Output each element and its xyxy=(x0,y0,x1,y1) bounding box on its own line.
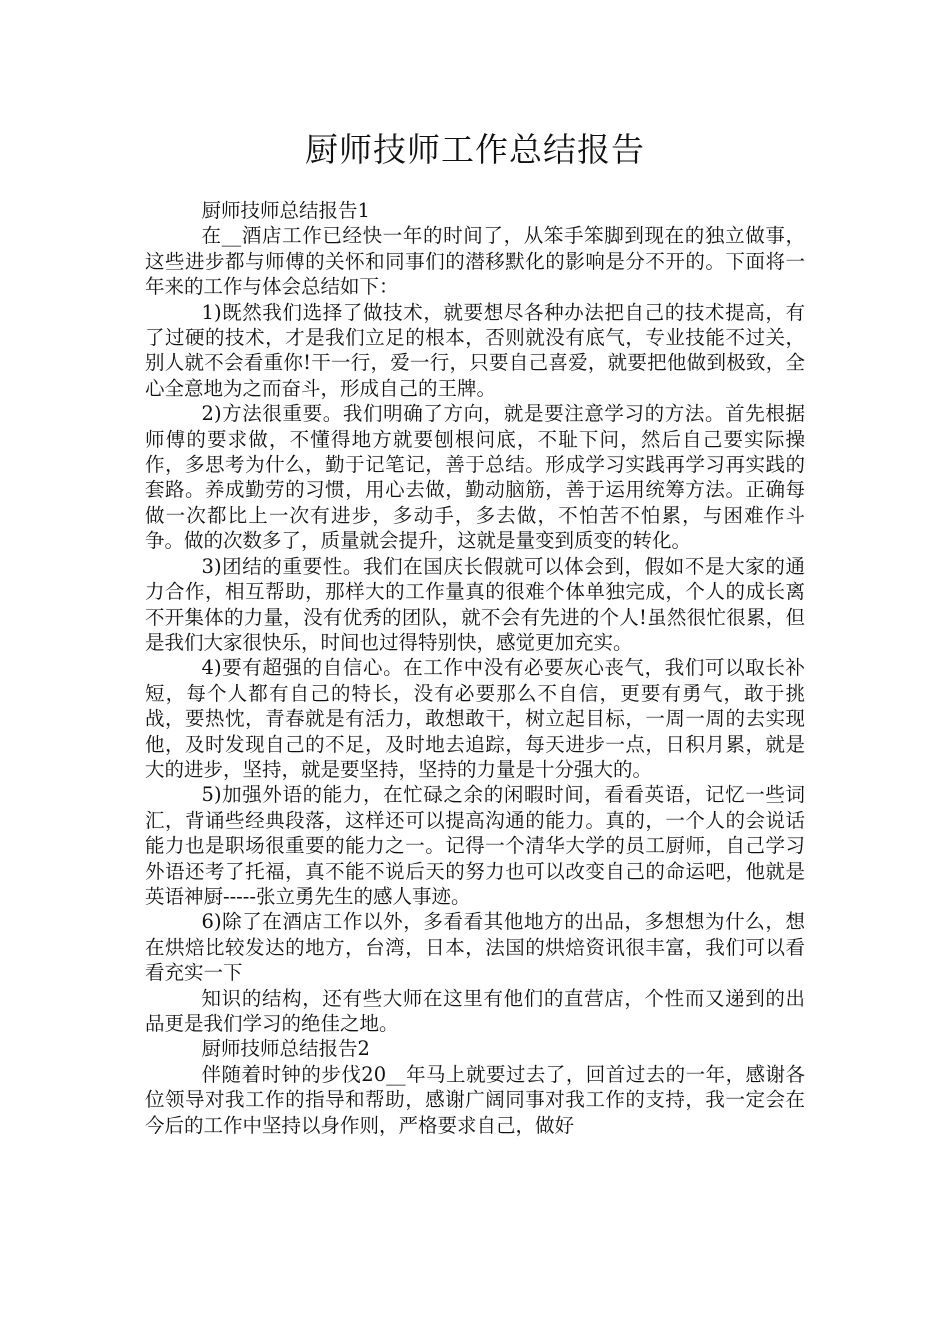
document-body xyxy=(145,198,805,1138)
page-title: 厨师技师工作总结报告 xyxy=(305,130,645,169)
paragraph-point-6: 6)除了在酒店工作以外，多看看其他地方的出品，多想想为什么，想在烘焙比较发达的地方，台湾，日本，法国的烘焙资讯很丰富，我们可以看看充实一下 xyxy=(145,910,805,985)
paragraph-section2-intro: 伴随着时钟的步伐20__年马上就要过去了，回首过去的一年，感谢各位领导对我工作的指导和帮助，感谢广阔同事对我工作的支持，我一定会在今后的工作中坚持以身作则，严格要求自己，做好 xyxy=(145,1062,805,1137)
paragraph-continued: 知识的结构，还有些大师在这里有他们的直营店，个性而又递到的出品更是我们学习的绝佳之地。 xyxy=(145,986,805,1035)
paragraph-point-5: 5)加强外语的能力，在忙碌之余的闲暇时间，看看英语，记忆一些词汇，背诵些经典段落，这样还可以提高沟通的能力。真的，一个人的会说话能力也是职场很重要的能力之一。记得一个清华大学的员工厨师，自己学习外语还考了托福，真不能不说后天的努力也可以改变自己的命运吧，他就是英语神厨-----张立勇先生的感人事迹。 xyxy=(145,783,805,908)
paragraph-point-2: 2)方法很重要。我们明确了方向，就是要注意学习的方法。首先根据师傅的要求做，不懂得地方就要刨根问底，不耻下问，然后自己要实际操作，多思考为什么，勤于记笔记，善于总结。形成学习实践再学习再实践的套路。养成勤劳的习惯，用心去做，勤动脑筋，善于运用统筹方法。正确每做一次都比上一次有进步，多动手，多去做，不怕苦不怕累，与困难作斗争。做的次数多了，质量就会提升，这就是量变到质变的转化。 xyxy=(145,402,805,553)
paragraph-point-1: 1)既然我们选择了做技术，就要想尽各种办法把自己的技术提高，有了过硬的技术，才是我们立足的根本，否则就没有底气，专业技能不过关，别人就不会看重你!干一行，爱一行，只要自己喜爱，就要把他做到极致，全心全意地为之而奋斗，形成自己的王牌。 xyxy=(145,300,805,400)
paragraph-point-4: 4)要有超强的自信心。在工作中没有必要灰心丧气，我们可以取长补短，每个人都有自己的特长，没有必要那么不自信，更要有勇气，敢于挑战，要热忱，青春就是有活力，敢想敢干，树立起目标，一周一周的去实现他，及时发现自己的不足，及时地去追踪，每天进步一点，日积月累，就是大的进步，坚持，就是要坚持，坚持的力量是十分强大的。 xyxy=(145,656,805,781)
section-heading-2: 厨师技师总结报告2 xyxy=(201,1037,370,1061)
paragraph-point-3: 3)团结的重要性。我们在国庆长假就可以体会到，假如不是大家的通力合作，相互帮助，那样大的工作量真的很难个体单独完成，个人的成长离不开集体的力量，没有优秀的团队，就不会有先进的个人!虽然很忙很累，但是我们大家很快乐，时间也过得特别快，感觉更加充实。 xyxy=(145,554,805,654)
paragraph-intro: 在__酒店工作已经快一年的时间了，从笨手笨脚到现在的独立做事，这些进步都与师傅的关怀和同事们的潜移默化的影响是分不开的。下面将一年来的工作与体会总结如下： xyxy=(145,224,805,299)
section-heading-1: 厨师技师总结报告1 xyxy=(201,199,370,222)
